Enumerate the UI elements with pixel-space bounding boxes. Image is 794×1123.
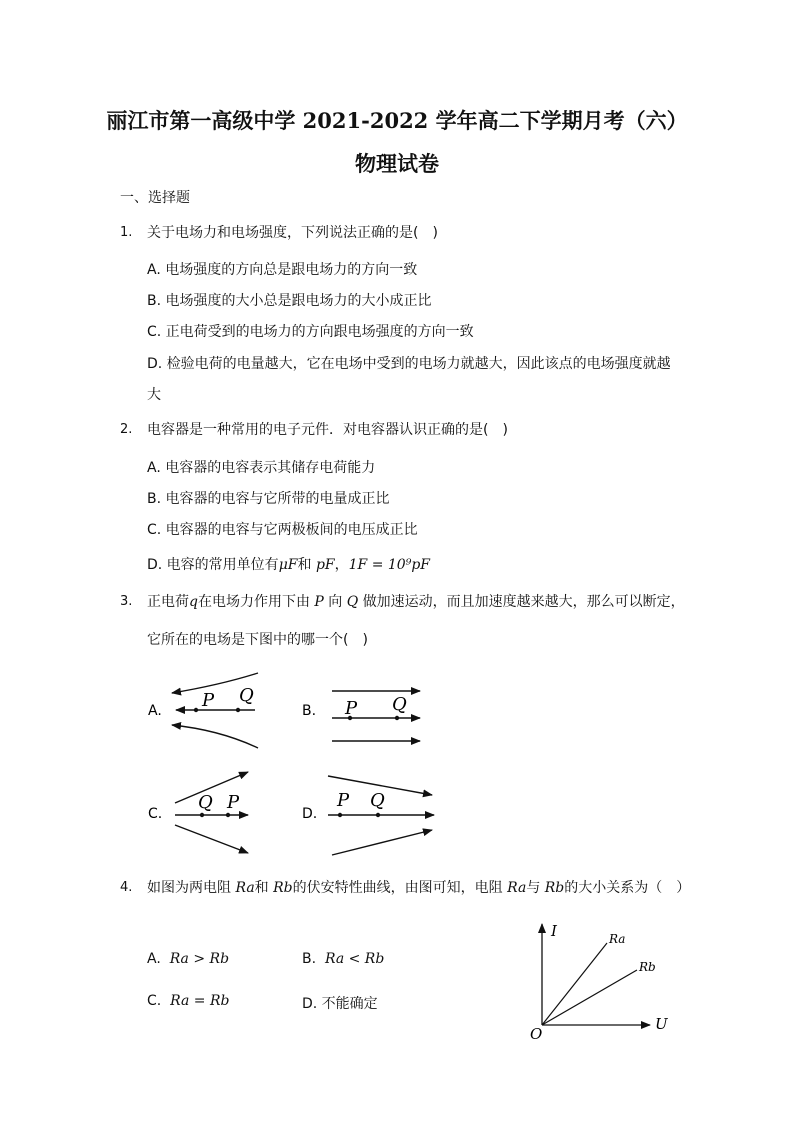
graph-label-u: U: [655, 1015, 668, 1033]
q2-option-b: B. 电容器的电容与它所带的电量成正比: [147, 491, 390, 507]
q3-text-d: 做加速运动，而且加速度越来越大，那么可以断定，: [362, 594, 685, 610]
q2-d-uf: μF: [278, 557, 298, 573]
q3-var-q2: Q: [346, 594, 359, 610]
fig-d-label-q: Q: [370, 790, 385, 811]
q3-var-p: P: [314, 594, 324, 610]
fig-a-line-bottom: [172, 725, 258, 748]
q4-number: 4.: [120, 880, 133, 895]
fig-d-point-p: [338, 813, 342, 817]
q2-stem: 电容器是一种常用的电子元件．对电容器认识正确的是( ): [147, 422, 508, 438]
q3-number: 3.: [120, 594, 133, 609]
q3-text-b: 在电场力作用下由: [197, 594, 310, 610]
fig-a-label-q: Q: [239, 685, 254, 706]
fig-c-point-p: [226, 813, 230, 817]
fig-d-line-bottom: [332, 830, 432, 855]
section-heading: 一、选择题: [120, 190, 190, 206]
fig-label-b: B.: [302, 703, 317, 719]
fig-d-point-q: [376, 813, 380, 817]
q4-option-a: [147, 951, 229, 967]
q2-option-d: [147, 554, 430, 574]
q4-stem: [147, 878, 690, 898]
q3-stem-line2: 它所在的电场是下图中的哪一个( ): [147, 632, 368, 648]
q4-b-expr: Ra < Rb: [324, 951, 385, 967]
q4-b-label: B.: [302, 951, 317, 967]
paper-title: 丽江市第一高级中学 2021-2022 学年高二下学期月考（六）: [106, 108, 688, 133]
q1-option-b: B. 电场强度的大小总是跟电场力的大小成正比: [147, 293, 432, 309]
fig-b-label-p: P: [345, 698, 358, 719]
q2-d-and: 和: [297, 557, 312, 573]
fig-c-label-q: Q: [198, 792, 213, 813]
q2-option-c: C. 电容器的电容与它两极板间的电压成正比: [147, 522, 418, 538]
q1-stem: 关于电场力和电场强度，下列说法正确的是( ): [147, 225, 438, 241]
paper-subtitle: 物理试卷: [355, 151, 439, 176]
graph-label-rb: Rb: [639, 960, 656, 974]
q2-d-prefix: D. 电容的常用单位有: [147, 557, 279, 573]
q2-d-equation: 1F = 10⁹pF: [348, 557, 430, 573]
q1-option-c: C. 正电荷受到的电场力的方向跟电场强度的方向一致: [147, 324, 474, 340]
q4-option-c: [147, 993, 229, 1009]
q3-text-c: 向: [328, 594, 343, 610]
fig-a-label-p: P: [202, 690, 215, 711]
graph-line-rb: [542, 970, 637, 1025]
q4-text-e: 的大小关系为（ ）: [564, 880, 691, 896]
fig-label-d: D.: [302, 806, 318, 822]
q1-number: 1.: [120, 225, 133, 240]
q4-text-a: 如图为两电阻: [147, 880, 231, 896]
graph-label-o: O: [530, 1025, 543, 1043]
q4-a-label: A.: [147, 951, 161, 967]
q4-var-rb-2: Rb: [544, 880, 565, 896]
fig-a-point-p: [194, 708, 198, 712]
q2-d-pf: pF: [315, 557, 335, 573]
graph-label-i: I: [551, 922, 557, 940]
q4-text-b: 和: [254, 880, 269, 896]
q3-figures: [140, 665, 450, 865]
q4-iu-graph: [525, 918, 675, 1043]
fig-b-label-q: Q: [392, 694, 407, 715]
graph-line-ra: [542, 943, 607, 1025]
q4-c-expr: Ra = Rb: [170, 993, 230, 1009]
q2-d-comma: ，: [334, 557, 349, 573]
q4-var-ra-2: Ra: [507, 880, 527, 896]
q2-option-a: A. 电容器的电容表示其储存电荷能力: [147, 460, 376, 476]
graph-label-ra: Ra: [609, 932, 626, 946]
q4-option-b: [302, 951, 384, 967]
q4-var-rb: Rb: [273, 880, 293, 896]
fig-c-line-bottom: [175, 825, 248, 853]
q1-option-d-cont: 大: [147, 387, 161, 403]
q4-option-d: D. 不能确定: [302, 996, 378, 1012]
fig-a-point-q: [236, 708, 240, 712]
q1-option-d: D. 检验电荷的电量越大，它在电场中受到的电场力就越大，因此该点的电场强度就越: [147, 356, 671, 372]
q1-option-a: A. 电场强度的方向总是跟电场力的方向一致: [147, 262, 418, 278]
fig-label-a: A.: [148, 703, 162, 719]
q2-number: 2.: [120, 422, 133, 437]
fig-b-point-q: [395, 716, 399, 720]
q4-c-label: C.: [147, 993, 162, 1009]
q4-text-d: 与: [526, 880, 541, 896]
fig-c-label-p: P: [227, 792, 240, 813]
q4-a-expr: Ra > Rb: [169, 951, 230, 967]
q4-var-ra: Ra: [235, 880, 255, 896]
fig-c-point-q: [200, 813, 204, 817]
q3-text-a: 正电荷: [147, 594, 189, 610]
q3-var-q: q: [189, 594, 198, 610]
fig-d-label-p: P: [337, 790, 350, 811]
q3-stem-line1: [147, 592, 685, 612]
q4-text-c: 的伏安特性曲线，由图可知，电阻: [292, 880, 503, 896]
fig-label-c: C.: [148, 806, 163, 822]
